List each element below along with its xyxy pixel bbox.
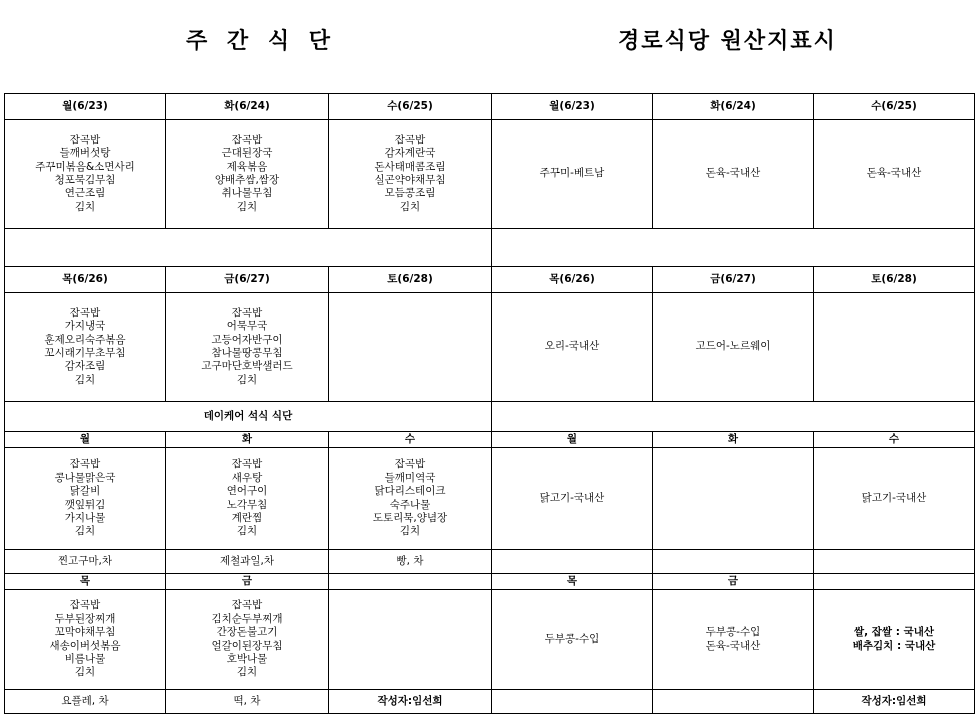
cell-line: 제육볶음 [226, 160, 268, 173]
cell-line: 깻잎튀김 [64, 498, 106, 511]
origin-day-header: 수(6/25) [814, 94, 975, 120]
cell-line: 잡곡밥 [231, 458, 263, 471]
cell-line: 김치 [236, 200, 258, 213]
empty-cell [653, 550, 814, 574]
cell-line: 김치 [236, 525, 258, 538]
cell-line: 김치 [74, 200, 96, 213]
origin-day-header: 월 [492, 432, 653, 448]
origin-day-header: 수 [814, 432, 975, 448]
origin-cell [653, 293, 814, 402]
cell-line: 잡곡밥 [69, 599, 101, 612]
cell-line: 어묵무국 [226, 320, 268, 333]
origin-cell [492, 120, 653, 229]
menu-cell [329, 293, 492, 402]
cell-line: 연어구이 [226, 485, 268, 498]
author-cell: 작성자:임선희 [329, 690, 492, 714]
empty-cell [492, 690, 653, 714]
menu-cell [5, 120, 166, 229]
cell-line: 고구마단호박샐러드 [201, 360, 293, 373]
cell-line: 숙주나물 [389, 498, 431, 511]
cell-line: 새우탕 [231, 471, 263, 484]
origin-day-header: 목(6/26) [492, 267, 653, 293]
menu-cell [329, 590, 492, 690]
cell-line: 잡곡밥 [69, 306, 101, 319]
cell-line: 꼬막야채무침 [54, 626, 116, 639]
day-header: 수(6/25) [329, 94, 492, 120]
cell-line: 닭고기-국내산 [539, 491, 605, 504]
cell-line: 감자조림 [64, 360, 106, 373]
cell-line: 근대된장국 [221, 147, 273, 160]
cell-line: 간장돈불고기 [216, 626, 278, 639]
author-cell-right: 작성자:임선희 [814, 690, 975, 714]
cell-line: 고드어-노르웨이 [695, 340, 771, 353]
origin-day-header: 금(6/27) [653, 267, 814, 293]
cell-line: 김치 [236, 373, 258, 386]
origin-cell [814, 120, 975, 229]
menu-cell [166, 448, 329, 550]
origin-day-header: 토(6/28) [814, 267, 975, 293]
menu-cell [5, 448, 166, 550]
empty-cell [653, 690, 814, 714]
cell-line: 김치 [399, 525, 421, 538]
cell-line: 잡곡밥 [394, 458, 426, 471]
cell-line: 훈제오리숙주볶음 [44, 333, 126, 346]
cell-line: 잡곡밥 [69, 458, 101, 471]
snack-cell: 빵, 차 [329, 550, 492, 574]
menu-cell [5, 590, 166, 690]
origin-day-header: 화(6/24) [653, 94, 814, 120]
cell-line: 닭고기-국내산 [861, 491, 927, 504]
origin-day-header [814, 574, 975, 590]
snack-cell: 찐고구마,차 [5, 550, 166, 574]
origin-cell [653, 448, 814, 550]
cell-line: 얼갈이된장무침 [211, 639, 283, 652]
origin-day-header: 금 [653, 574, 814, 590]
cell-line: 잡곡밥 [69, 133, 101, 146]
cell-line: 실곤약야채무침 [374, 174, 446, 186]
cell-line: 돈육-국내산 [705, 639, 761, 652]
cell-line: 두부된장찌개 [54, 612, 116, 625]
cell-line: 김치 [399, 200, 421, 213]
cell-line: 계란찜 [231, 511, 263, 524]
menu-cell [166, 293, 329, 402]
cell-line: 돈육-국내산 [705, 167, 761, 180]
cell-line: 가지나물 [64, 511, 106, 524]
cell-line: 콩나물맑은국 [54, 471, 116, 484]
empty-cell [814, 550, 975, 574]
snack-cell: 떡, 차 [166, 690, 329, 714]
spacer-cell [492, 402, 975, 432]
cell-line: 주꾸미-베트남 [539, 167, 605, 180]
cell-line: 두부콩-수입 [705, 626, 761, 639]
cell-line: 들깨버섯탕 [59, 147, 111, 160]
cell-line: 돈사태매콤조림 [374, 160, 446, 173]
menu-cell [5, 293, 166, 402]
origin-cell [653, 120, 814, 229]
origin-day-header: 화 [653, 432, 814, 448]
origin-day-header: 목 [492, 574, 653, 590]
day-header: 목 [5, 574, 166, 590]
cell-line: 주꾸미볶음&소면사리 [35, 160, 135, 173]
cell-line: 쌀, 잡쌀 : 국내산 [853, 626, 934, 639]
cell-line: 김치 [74, 666, 96, 679]
origin-cell [814, 448, 975, 550]
origin-label-title: 경로식당 원산지표시 [618, 29, 837, 54]
cell-line: 양배추쌈,쌈장 [214, 174, 280, 186]
menu-table [4, 93, 975, 714]
cell-line: 꼬시래기무초무침 [44, 347, 126, 359]
cell-line: 김치 [74, 373, 96, 386]
cell-line: 참나물땅콩무침 [211, 347, 283, 359]
cell-line: 모듬콩조림 [384, 187, 436, 200]
cell-line: 들깨미역국 [384, 471, 436, 484]
cell-line: 배추김치 : 국내산 [852, 639, 936, 652]
cell-line: 오리-국내산 [544, 340, 600, 353]
cell-line: 닭다리스테이크 [374, 485, 446, 498]
origin-cell [492, 293, 653, 402]
origin-day-header: 월(6/23) [492, 94, 653, 120]
cell-line: 김치순두부찌개 [211, 612, 283, 625]
day-header: 수 [329, 432, 492, 448]
empty-cell [492, 550, 653, 574]
spacer-cell [492, 229, 975, 267]
cell-line: 새송이버섯볶음 [49, 639, 121, 652]
cell-line: 청포묵김무침 [54, 174, 116, 186]
origin-cell [814, 293, 975, 402]
origin-cell [492, 590, 653, 690]
origin-cell [653, 590, 814, 690]
cell-line: 잡곡밥 [231, 599, 263, 612]
day-header: 목(6/26) [5, 267, 166, 293]
weekly-menu-title: 주 간 식 단 [186, 29, 336, 54]
cell-line: 감자계란국 [384, 147, 436, 160]
snack-cell: 요플레, 차 [5, 690, 166, 714]
cell-line: 김치 [74, 525, 96, 538]
day-header: 토(6/28) [329, 267, 492, 293]
menu-cell [166, 590, 329, 690]
cell-line: 김치 [236, 666, 258, 679]
cell-line: 돈육-국내산 [866, 167, 922, 180]
daycare-title: 데이케어 석식 식단 [5, 402, 492, 432]
menu-cell [329, 448, 492, 550]
day-header: 금 [166, 574, 329, 590]
origin-cell [492, 448, 653, 550]
cell-line: 비름나물 [64, 652, 106, 665]
cell-line: 가지냉국 [64, 320, 106, 333]
snack-cell: 제철과일,차 [166, 550, 329, 574]
day-header: 월 [5, 432, 166, 448]
origin-cell [814, 590, 975, 690]
menu-cell [329, 120, 492, 229]
cell-line: 잡곡밥 [231, 306, 263, 319]
cell-line: 고등어자반구이 [211, 333, 283, 346]
spacer-cell [5, 229, 492, 267]
cell-line: 취나물무침 [221, 187, 273, 200]
day-header [329, 574, 492, 590]
cell-line: 노각무침 [226, 498, 268, 511]
cell-line: 호박나물 [226, 652, 268, 665]
day-header: 금(6/27) [166, 267, 329, 293]
menu-cell [166, 120, 329, 229]
cell-line: 잡곡밥 [231, 133, 263, 146]
day-header: 화(6/24) [166, 94, 329, 120]
cell-line: 잡곡밥 [394, 133, 426, 146]
day-header: 월(6/23) [5, 94, 166, 120]
cell-line: 도토리묵,양념장 [372, 511, 448, 524]
cell-line: 연근조림 [64, 187, 106, 200]
cell-line: 닭갈비 [69, 485, 101, 498]
cell-line: 두부콩-수입 [544, 632, 600, 645]
day-header: 화 [166, 432, 329, 448]
